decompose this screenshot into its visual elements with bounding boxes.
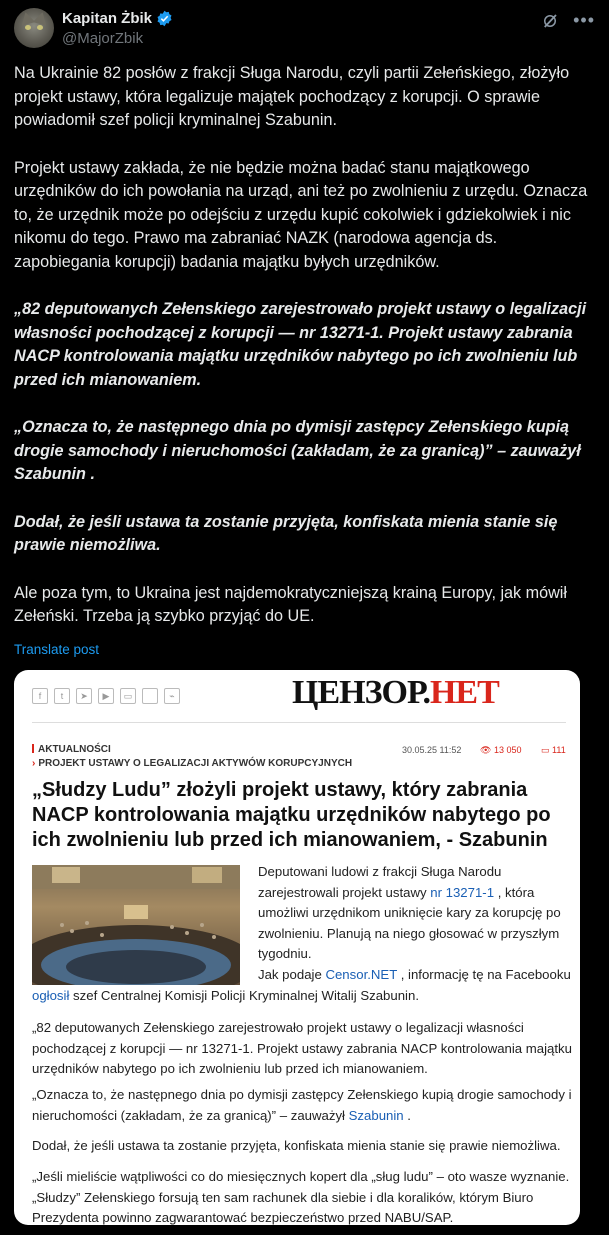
article-paragraph: „82 deputowanych Zełenskiego zarejestrowało projekt ustawy o legalizacji własności pochodzącej z korupcji — nr 13271-1. Projekt ustawy zabrania NACP kontrolowania majątku urzędników nabytego po ich zwolnieniu lub przed ich mianowaniem. xyxy=(32,1020,572,1076)
view-count: 👁 13 050 xyxy=(480,745,522,755)
szabunin-link[interactable]: Szabunin xyxy=(348,1107,404,1123)
more-icon[interactable]: ••• xyxy=(573,10,595,30)
display-name[interactable]: Kapitan Żbik xyxy=(62,10,153,27)
article-date: 30.05.25 11:52 xyxy=(402,745,462,755)
post-paragraph: Projekt ustawy zakłada, że nie będzie można badać stanu majątkowego urzędników do ich powołania na urząd, ani też po zwolnieniu z urzędu. Oznacza to, że urzędnik może po odejściu z urzędu kupić cokolwiek i gdziekolwiek i nic nikomu do tego. Prawo ma zabraniać NAZK (narodowa agencja ds. zapobiegania korupcji) badania majątku byłych urzędników. xyxy=(14,158,588,271)
article-lead: Deputowani ludowi z frakcji Sługa Narodu zarejestrowali projekt ustawy nr 13271-1 , która umożliwi urzędnikom uniknięcie kary za korupcję po zwolnieniu. Planują na niego głosować w przyszłym tygodniu. xyxy=(258,864,561,961)
site-logo: ЦЕНЗОР.НЕТ xyxy=(292,674,499,711)
author-name-row[interactable] xyxy=(62,10,173,27)
twitter-icon[interactable]: t xyxy=(54,688,70,704)
tablet-icon[interactable]: ▭ xyxy=(120,688,136,704)
post-quote: Dodał, że jeśli ustawa ta zostanie przyjęta, konfiskata mienia stanie się prawie niemożliwa. xyxy=(14,512,558,554)
youtube-icon[interactable]: ▶ xyxy=(98,688,114,704)
post-quote: „82 deputowanych Zełenskiego zarejestrowało projekt ustawy o legalizacji własności pochodzącej z korupcji — nr 13271-1. Projekt ustawy zabrania NACP kontrolowania majątku urzędników nabytego po ich zwolnieniu lub przed ich mianowaniem. xyxy=(14,300,587,389)
bill-link[interactable]: nr 13271-1 xyxy=(430,884,495,900)
rss-icon[interactable]: ⌁ xyxy=(164,688,180,704)
article-paragraph: „Oznacza to, że następnego dnia po dymisji zastępcy Zełenskiego kupią drogie samochody i nieruchomości (zakładam, że za granicą)” – zauważył Szabunin . xyxy=(32,1087,572,1123)
breadcrumb-topic[interactable]: › PROJEKT USTAWY O LEGALIZACJI AKTYWÓW KORUPCYJNYCH xyxy=(32,758,353,769)
post-paragraph: Ale poza tym, to Ukraina jest najdemokratyczniejszą krainą Europy, jak mówił Zełeński. Trzeba ją szybko przyjąć do UE. xyxy=(14,583,567,625)
verified-badge-icon xyxy=(156,10,173,27)
attached-image[interactable] xyxy=(14,670,580,1225)
facebook-icon[interactable]: f xyxy=(32,688,48,704)
post-text xyxy=(14,62,594,629)
censor-link[interactable]: Censor.NET xyxy=(325,967,398,982)
comment-count: ▭ 111 xyxy=(541,745,566,755)
post-quote: „Oznacza to, że następnego dnia po dymisji zastępcy Zełenskiego kupią drogie samochody i nieruchomości (zakładam, że za granicą)” – zauważył Szabunin . xyxy=(14,418,581,483)
social-share-icons xyxy=(32,688,180,704)
article-paragraph: „Jeśli mieliście wątpliwości co do miesięcznych kopert dla „sług ludu” – oto wasze wyznanie. „Słudzy” Zełenskiego forsują ten sam rachunek dla siebie i dla koralików, którym Biuro Prezydenta powinno zagwarantować bezpieczeństwo przed NABU/SAP. xyxy=(32,1169,570,1225)
grok-icon[interactable] xyxy=(541,12,559,30)
article-paragraph: Jak podaje Censor.NET , informację tę na Facebooku ogłosił szef Centralnej Komisji Policji Kryminalnej Witalij Szabunin. xyxy=(32,967,571,1003)
eye-icon: 👁 xyxy=(480,745,494,755)
translate-post-link[interactable]: Translate post xyxy=(14,642,100,657)
handle[interactable]: @MajorZbik xyxy=(62,30,144,47)
comment-icon: ▭ xyxy=(541,745,553,755)
telegram-icon[interactable]: ➤ xyxy=(76,688,92,704)
article-headline: „Słudzy Ludu” złożyli projekt ustawy, który zabrania NACP kontrolowania majątku urzędników nabytego po ich zwolnieniu lub przed ich mianowaniem, - Szabunin xyxy=(32,779,551,851)
announced-link[interactable]: ogłosił xyxy=(32,987,70,1003)
avatar[interactable] xyxy=(14,8,54,48)
post-paragraph: Na Ukrainie 82 posłów z frakcji Sługa Narodu, czyli partii Zełeńskiego, złożyło projekt ustawy, która legalizuje majątek pochodzący z korupcji. O sprawie powiadomił szef policji kryminalnej Szabunin. xyxy=(14,64,570,129)
breadcrumb-section[interactable]: AKTUALNOŚCI xyxy=(32,744,111,755)
apple-icon[interactable] xyxy=(142,688,158,704)
post-header xyxy=(14,8,595,52)
article-paragraph: Dodał, że jeśli ustawa ta zostanie przyjęta, konfiskata mienia stanie się prawie niemożliwa. xyxy=(32,1138,561,1153)
